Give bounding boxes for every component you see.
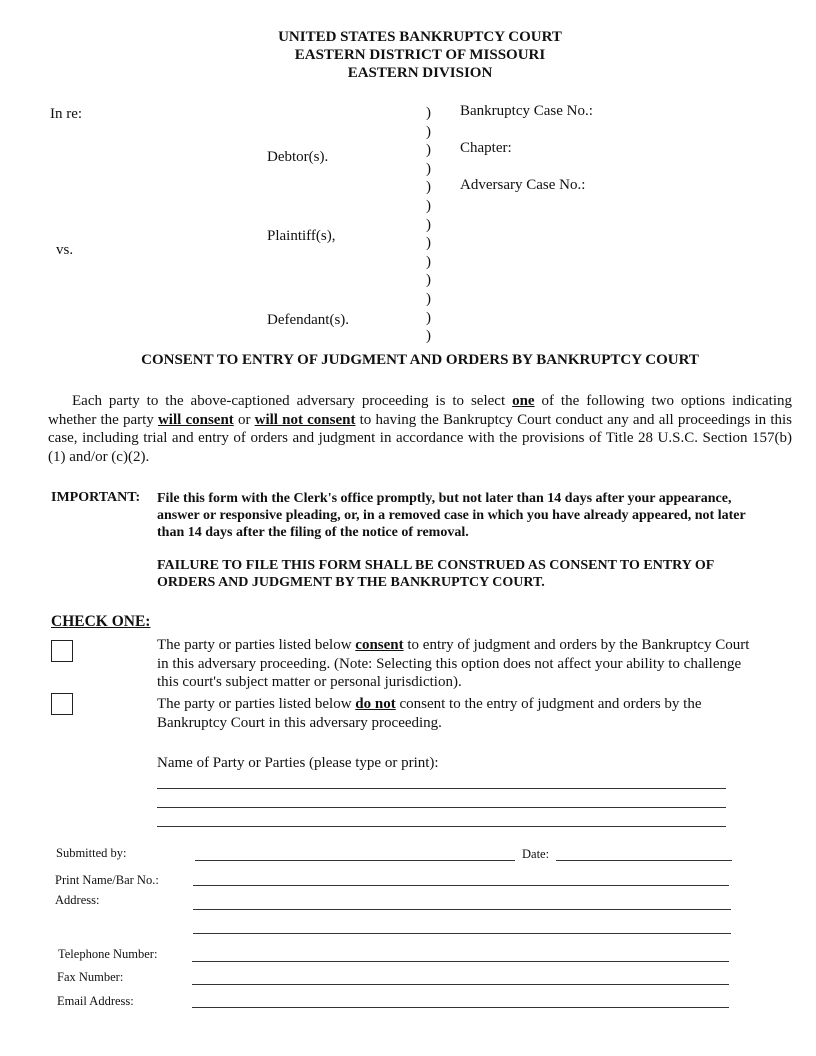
division-name: EASTERN DIVISION <box>347 65 493 81</box>
date-field[interactable] <box>556 860 732 861</box>
court-name: UNITED STATES BANKRUPTCY COURT <box>278 29 562 45</box>
parties-label: Name of Party or Parties (please type or print): <box>157 755 439 771</box>
emphasis-will-not-consent: will not consent <box>254 411 356 428</box>
fax-field[interactable] <box>192 984 729 985</box>
consent-checkbox[interactable] <box>51 640 73 662</box>
party-name-line-3[interactable] <box>157 826 726 827</box>
emphasis-one: one <box>512 393 535 409</box>
important-text: File this form with the Clerk's office promptly, but not later than 14 days after your appearance, answer or responsive pleading, or, in a removed case in which you have already appeared, not later than 14 days after the filing of the notice of removal. <box>157 491 746 540</box>
check-one-label: CHECK ONE: <box>51 613 151 630</box>
district-name: EASTERN DISTRICT OF MISSOURI <box>294 47 546 63</box>
address-label: Address: <box>55 893 100 907</box>
telephone-label: Telephone Number: <box>58 947 158 961</box>
caption-divider: ) ) ) ) ) ) ) ) ) ) ) ) ) <box>426 105 431 345</box>
failure-warning: FAILURE TO FILE THIS FORM SHALL BE CONSTRUED AS CONSENT TO ENTRY OF ORDERS AND JUDGMENT BY THE BANKRUPTCY COURT. <box>157 558 714 590</box>
email-label: Email Address: <box>57 994 134 1008</box>
in-re-label: In re: <box>50 106 83 122</box>
vs-label: vs. <box>56 242 74 258</box>
emphasis-will-consent: will consent <box>157 411 234 428</box>
chapter-label: Chapter: <box>460 140 512 156</box>
emphasis-consent: consent <box>355 637 404 653</box>
no-consent-option-text: The party or parties listed below do not consent to the entry of judgment and orders by the Bankruptcy Court in this adversary proceeding. <box>157 696 702 731</box>
address-field-line-1[interactable] <box>193 909 731 910</box>
date-label: Date: <box>522 847 550 861</box>
address-field-line-2[interactable] <box>193 933 731 934</box>
debtor-label: Debtor(s). <box>267 149 329 165</box>
no-consent-checkbox[interactable] <box>51 693 73 715</box>
bankruptcy-case-no-label: Bankruptcy Case No.: <box>460 103 593 119</box>
telephone-field[interactable] <box>192 961 729 962</box>
important-label: IMPORTANT: <box>51 490 141 505</box>
email-field[interactable] <box>192 1007 729 1008</box>
submitted-by-field[interactable] <box>195 860 515 861</box>
defendant-label: Defendant(s). <box>267 312 350 328</box>
consent-option-text: The party or parties listed below consent to entry of judgment and orders by the Bankruptcy Court in this adversary proceeding. (Note: Selecting this option does not affect your ability to challenge this court's subject matter or personal jurisdiction). <box>157 637 750 691</box>
adversary-case-no-label: Adversary Case No.: <box>460 177 586 193</box>
print-name-label: Print Name/Bar No.: <box>55 873 159 887</box>
fax-label: Fax Number: <box>57 970 124 984</box>
print-name-field[interactable] <box>193 885 729 886</box>
form-title: CONSENT TO ENTRY OF JUDGMENT AND ORDERS BY BANKRUPTCY COURT <box>141 352 699 368</box>
emphasis-do-not: do not <box>355 696 396 712</box>
submitted-by-label: Submitted by: <box>56 846 127 860</box>
intro-paragraph: Each party to the above-captioned adversary proceeding is to select one of the following two options indicating whether the party will consent or will not consent to having the Bankruptcy Court conduct any and all proceedings in this case, including trial and entry of orders and judgment in accordance with the provisions of Title 28 U.S.C. Section 157(b)(1) and/or (c)(2). <box>48 393 793 465</box>
party-name-line-2[interactable] <box>157 807 726 808</box>
plaintiff-label: Plaintiff(s), <box>267 228 336 244</box>
party-name-line-1[interactable] <box>157 788 726 789</box>
